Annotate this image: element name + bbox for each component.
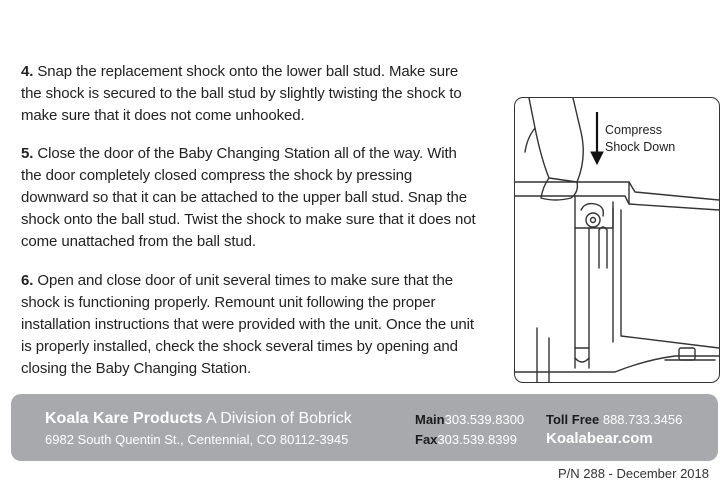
- step-5-paragraph: [21, 143, 476, 253]
- step-number: 5.: [21, 145, 34, 162]
- fax-line: [415, 432, 517, 447]
- tollfree-label: Toll Free: [546, 412, 600, 427]
- step-text: Snap the replacement shock onto the lower ball stud. Make sure the shock is secured to the ball stud by slightly twisting the shock to make sure that it does not come unhooked.: [21, 63, 462, 124]
- main-phone-line: [415, 412, 524, 427]
- step-text: Close the door of the Baby Changing Station all of the way. With the door completely closed compress the shock by pressing downward so that it can be attached to the upper ball stud. Snap the shock onto the ball stud. Twist the shock to make sure that it does not come unattached from the ball stud.: [21, 145, 476, 250]
- company-brand: [45, 410, 352, 428]
- fax-number: 303.539.8399: [437, 432, 517, 447]
- company-division: A Division of Bobrick: [205, 410, 352, 427]
- company-name: Koala Kare Products: [45, 410, 203, 427]
- company-address: 6982 South Quentin St., Centennial, CO 80112-3945: [45, 432, 349, 447]
- label-line-2: Shock Down: [605, 140, 676, 154]
- label-line-1: Compress: [605, 123, 662, 137]
- step-6-paragraph: [21, 270, 476, 380]
- tollfree-phone: 888.733.3456: [602, 412, 683, 427]
- shock-compression-illustration: [514, 97, 720, 383]
- compress-shock-label: [605, 122, 715, 156]
- step-4-paragraph: [21, 61, 476, 127]
- step-text: Open and close door of unit several times to make sure that the shock is functioning properly. Remount unit following the proper installation instructions that were provided with the unit. Once the unit is properly installed, check the shock several times by opening and closing the Baby Changing Station.: [21, 272, 474, 377]
- fax-label: Fax: [415, 432, 438, 447]
- main-label: Main: [415, 412, 445, 427]
- contact-footer-bar: [11, 394, 718, 461]
- step-number: 4.: [21, 63, 34, 80]
- part-number: P/N 288 - December 2018: [557, 466, 709, 481]
- tollfree-phone-line: [546, 412, 682, 427]
- step-number: 6.: [21, 272, 34, 289]
- main-phone: 303.539.8300: [444, 412, 525, 427]
- website-link[interactable]: Koalabear.com: [546, 430, 653, 447]
